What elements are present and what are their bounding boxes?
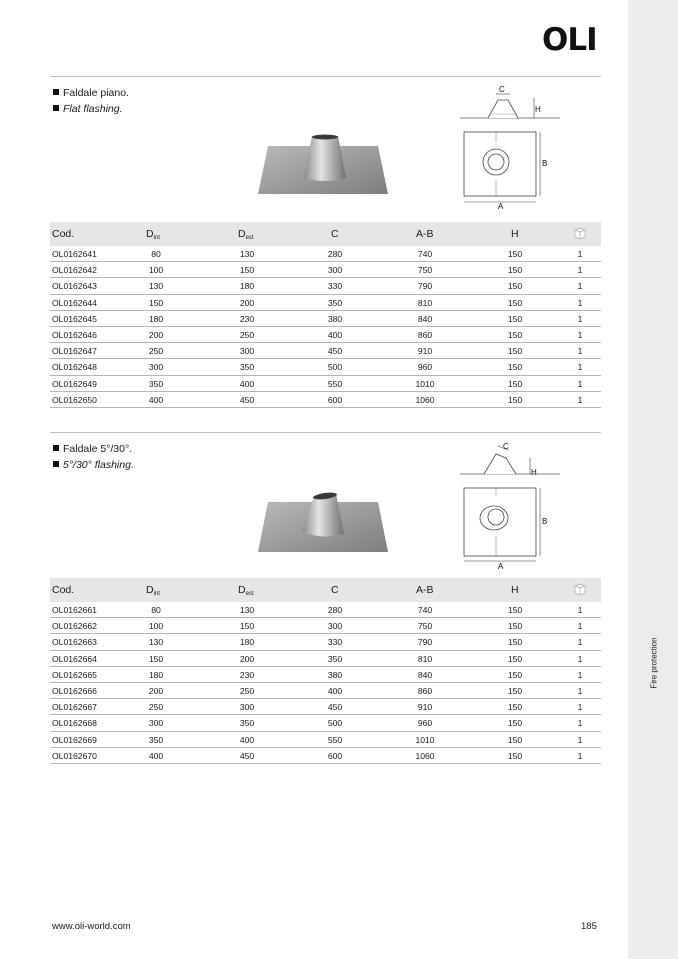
table-row [50,602,601,618]
header-ab: A-B [416,228,434,240]
dim-label-c: C [499,85,505,94]
table-row [50,715,601,731]
table-cell: 400 [148,750,164,761]
table-cell: 1 [577,378,583,389]
table-cell: OL0162669 [52,734,97,745]
table-cell: 200 [239,297,255,308]
table-cell: 400 [148,394,164,405]
table-cell: 550 [327,734,343,745]
table-cell: 150 [507,750,523,761]
table-cell: 130 [239,605,255,615]
table-cell: 300 [327,621,343,632]
section-titles [53,85,129,117]
header-dint: $D_{int}$ [146,228,160,241]
table-row [50,392,601,408]
table-cell: 230 [239,313,255,324]
table-row [50,376,601,392]
table-cell: OL0162649 [52,378,97,389]
table-row [50,732,601,748]
table-cell: 1 [577,313,583,324]
table-row [50,634,601,650]
table-cell: 100 [148,265,164,276]
table-cell: 180 [148,669,164,680]
table-cell: 350 [327,653,343,664]
product-table-angled [50,578,601,764]
dim-label-a: A [498,562,504,570]
table-cell: 350 [239,362,255,373]
table-row [50,683,601,699]
table-cell: 150 [507,718,523,729]
table-cell: OL0162644 [52,297,97,308]
table-cell: 1 [577,637,583,648]
dim-label-h: H [531,468,537,476]
table-cell: 150 [507,605,523,615]
table-row [50,246,601,262]
title-italian: Faldale piano. [53,85,129,101]
table-cell: 1010 [415,734,435,745]
table-cell: 750 [417,265,433,276]
table-cell: 330 [327,637,343,648]
header-c: C [331,228,339,240]
table-row [50,651,601,667]
table-cell: 400 [239,378,255,389]
brand-logo: OLI [542,22,597,58]
table-cell: 280 [327,249,343,259]
section-angled-flashing [50,432,601,772]
table-cell: OL0162663 [52,637,97,648]
table-cell: 500 [327,718,343,729]
table-row [50,327,601,343]
table-cell: OL0162645 [52,313,97,324]
table-cell: 150 [507,346,523,357]
table-cell: 500 [327,362,343,373]
table-cell: 250 [239,685,255,696]
product-photo-flat-flashing [256,134,390,196]
table-cell: 230 [239,669,255,680]
table-cell: 100 [148,621,164,632]
title-italian: Faldale 5°/30°. [53,441,134,457]
table-cell: 150 [507,734,523,745]
table-cell: OL0162666 [52,685,97,696]
table-cell: OL0162650 [52,394,97,405]
table-cell: 1 [577,605,583,615]
table-cell: 1 [577,281,583,292]
dim-label-b: B [542,517,548,526]
table-cell: 80 [151,249,161,259]
bullet-square-icon [53,461,59,467]
table-cell: 150 [507,362,523,373]
table-cell: OL0162642 [52,265,97,276]
table-cell: 150 [507,394,523,405]
table-cell: 1 [577,362,583,373]
section-divider [50,432,601,433]
table-cell: 810 [417,297,433,308]
dim-label-c: C [503,442,509,451]
table-cell: 1 [577,669,583,680]
table-cell: OL0162641 [52,249,97,259]
header-ab: A-B [416,584,434,596]
table-cell: 600 [327,750,343,761]
table-cell: 810 [417,653,433,664]
table-cell: 150 [507,249,523,259]
product-photo-angled-flashing [256,492,390,554]
table-cell: 150 [239,265,255,276]
table-cell: 280 [327,605,343,615]
table-cell: 1 [577,734,583,745]
side-tab-label [644,628,664,698]
table-cell: 1 [577,346,583,357]
table-cell: 1 [577,685,583,696]
table-cell: 250 [148,346,164,357]
header-c: C [331,584,339,596]
table-cell: 450 [327,346,343,357]
header-h: H [511,584,519,596]
table-cell: OL0162643 [52,281,97,292]
table-cell: 350 [148,734,164,745]
table-cell: 150 [507,281,523,292]
table-cell: OL0162668 [52,718,97,729]
table-cell: 180 [148,313,164,324]
title-english: Flat flashing. [53,101,129,117]
profile-diagram [460,84,560,120]
table-header [50,222,601,246]
table-row [50,359,601,375]
table-cell: 150 [507,313,523,324]
table-cell: 1060 [415,750,435,761]
table-cell: 200 [148,329,164,340]
table-cell: 1060 [415,394,435,405]
page-number: 185 [581,921,597,932]
table-cell: 1 [577,265,583,276]
table-cell: OL0162661 [52,605,97,615]
box-icon [574,227,586,242]
table-cell: 150 [507,685,523,696]
product-table-flat [50,222,601,408]
table-cell: 200 [148,685,164,696]
table-cell: 150 [507,653,523,664]
table-cell: OL0162647 [52,346,97,357]
table-cell: 400 [239,734,255,745]
table-cell: 180 [239,281,255,292]
table-cell: 400 [327,329,343,340]
table-row [50,699,601,715]
table-cell: 1 [577,718,583,729]
table-cell: OL0162662 [52,621,97,632]
side-strip [628,0,678,959]
table-cell: 450 [327,702,343,713]
table-cell: 790 [417,281,433,292]
table-cell: 840 [417,313,433,324]
table-cell: 1 [577,329,583,340]
table-cell: 350 [148,378,164,389]
header-dint: $D_{int}$ [146,584,160,597]
table-cell: 250 [148,702,164,713]
table-cell: 840 [417,669,433,680]
table-cell: 150 [239,621,255,632]
section-titles [53,441,134,473]
table-cell: 150 [507,265,523,276]
table-cell: 600 [327,394,343,405]
table-cell: 150 [507,637,523,648]
table-cell: 910 [417,702,433,713]
table-cell: OL0162648 [52,362,97,373]
table-cell: 130 [148,281,164,292]
table-cell: 300 [239,346,255,357]
table-cell: 750 [417,621,433,632]
table-cell: OL0162670 [52,750,97,761]
table-cell: 300 [148,362,164,373]
table-cell: 350 [327,297,343,308]
header-cod: Cod. [52,584,75,596]
table-cell: OL0162667 [52,702,97,713]
table-row [50,748,601,764]
header-dest: $D_{est}$ [238,228,254,241]
table-cell: 1 [577,702,583,713]
header-dest: $D_{est}$ [238,584,254,597]
table-cell: 300 [148,718,164,729]
table-cell: 860 [417,685,433,696]
table-cell: OL0162664 [52,653,97,664]
title-english: 5°/30° flashing. [53,457,134,473]
table-cell: 1 [577,653,583,664]
header-h: H [511,228,519,240]
table-cell: 860 [417,329,433,340]
table-cell: 150 [507,329,523,340]
plan-diagram [460,128,552,210]
footer-website: www.oli-world.com [52,921,131,932]
table-cell: 80 [151,605,161,615]
table-row [50,295,601,311]
box-icon [574,583,586,598]
table-cell: 1 [577,394,583,405]
table-cell: 1 [577,621,583,632]
bullet-square-icon [53,89,59,95]
section-divider [50,76,601,77]
table-cell: 960 [417,718,433,729]
table-row [50,667,601,683]
profile-diagram [460,440,560,476]
table-cell: 150 [507,702,523,713]
table-cell: OL0162646 [52,329,97,340]
table-cell: 740 [417,249,433,259]
plan-diagram [460,484,552,570]
table-row [50,262,601,278]
table-cell: 300 [327,265,343,276]
table-cell: 1 [577,249,583,259]
table-header [50,578,601,602]
side-tab-text: Fire protection [649,637,659,689]
table-cell: 150 [507,378,523,389]
table-cell: 960 [417,362,433,373]
table-row [50,343,601,359]
table-cell: 250 [239,329,255,340]
dim-label-b: B [542,159,548,168]
table-cell: 550 [327,378,343,389]
table-cell: 1 [577,297,583,308]
table-cell: OL0162665 [52,669,97,680]
table-cell: 380 [327,669,343,680]
bullet-square-icon [53,105,59,111]
table-cell: 330 [327,281,343,292]
table-cell: 910 [417,346,433,357]
table-cell: 740 [417,605,433,615]
table-cell: 450 [239,750,255,761]
table-cell: 790 [417,637,433,648]
table-cell: 200 [239,653,255,664]
table-cell: 1010 [415,378,435,389]
header-cod: Cod. [52,228,75,240]
table-cell: 150 [148,297,164,308]
table-cell: 350 [239,718,255,729]
table-cell: 130 [148,637,164,648]
table-cell: 150 [507,297,523,308]
table-body [50,602,601,764]
table-cell: 380 [327,313,343,324]
table-cell: 400 [327,685,343,696]
table-cell: 130 [239,249,255,259]
table-body [50,246,601,408]
dim-label-h: H [535,105,541,114]
table-cell: 1 [577,750,583,761]
bullet-square-icon [53,445,59,451]
table-cell: 450 [239,394,255,405]
table-cell: 150 [148,653,164,664]
table-row [50,311,601,327]
table-cell: 300 [239,702,255,713]
table-cell: 180 [239,637,255,648]
table-row [50,278,601,294]
table-cell: 150 [507,621,523,632]
dim-label-a: A [498,202,504,210]
table-row [50,618,601,634]
table-cell: 150 [507,669,523,680]
section-flat-flashing [50,76,601,416]
